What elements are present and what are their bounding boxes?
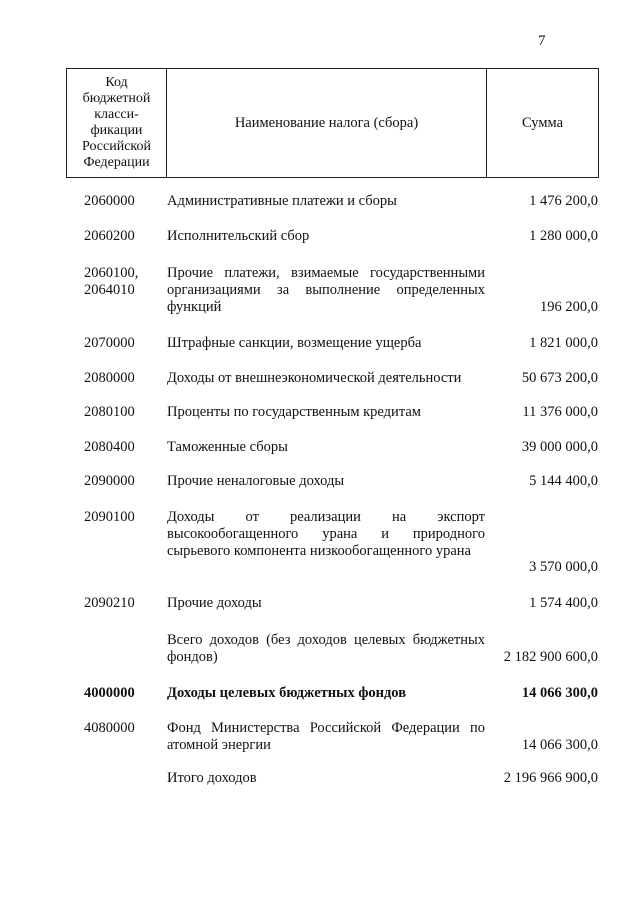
row-amount: 2 182 900 600,0 xyxy=(503,649,598,665)
row-amount: 196 200,0 xyxy=(540,299,598,315)
row-name: Фонд Министерства Российской Федерации по атомной энергии xyxy=(167,720,485,753)
row-code: 2090100 xyxy=(84,509,135,525)
row-code: 2060100, 2064010 xyxy=(84,265,139,298)
row-amount: 1 821 000,0 xyxy=(529,335,598,351)
row-amount: 3 570 000,0 xyxy=(529,559,598,575)
row-name: Исполнительский сбор xyxy=(167,228,310,244)
header-code: Код бюджетной класси- фикации Российской Федерации xyxy=(67,69,167,177)
row-amount: 1 574 400,0 xyxy=(529,595,598,611)
table-header xyxy=(66,68,599,178)
row-code: 2090210 xyxy=(84,595,135,611)
header-name: Наименование налога (сбора) xyxy=(167,69,487,177)
row-code: 2090000 xyxy=(84,473,135,489)
page-number: 7 xyxy=(538,33,546,49)
row-amount: 11 376 000,0 xyxy=(522,404,598,420)
row-name: Итого доходов xyxy=(167,770,257,786)
row-code: 2070000 xyxy=(84,335,135,351)
row-code: 4080000 xyxy=(84,720,135,736)
row-name: Доходы от реализации на экспорт высокообогащенного урана и природного сырьевого компонента низкообогащенного урана xyxy=(167,509,485,559)
row-amount: 1 476 200,0 xyxy=(529,193,598,209)
row-name: Всего доходов (без доходов целевых бюджетных фондов) xyxy=(167,632,485,665)
row-code: 4000000 xyxy=(84,685,135,701)
row-amount: 1 280 000,0 xyxy=(529,228,598,244)
row-amount: 5 144 400,0 xyxy=(529,473,598,489)
row-name: Проценты по государственным кредитам xyxy=(167,404,421,420)
row-code: 2080000 xyxy=(84,370,135,386)
row-code: 2060200 xyxy=(84,228,135,244)
row-amount: 2 196 966 900,0 xyxy=(503,770,598,786)
row-name: Прочие платежи, взимаемые государственными организациями за выполнение определенных функций xyxy=(167,265,485,315)
row-name: Прочие неналоговые доходы xyxy=(167,473,345,489)
row-amount: 50 673 200,0 xyxy=(521,370,598,386)
header-amount: Сумма xyxy=(521,114,564,131)
row-code: 2080400 xyxy=(84,439,135,455)
row-name: Прочие доходы xyxy=(167,595,262,611)
row-name: Доходы от внешнеэкономической деятельности xyxy=(167,370,462,386)
row-amount: 14 066 300,0 xyxy=(521,685,598,701)
row-name: Таможенные сборы xyxy=(167,439,288,455)
row-code: 2060000 xyxy=(84,193,135,209)
row-amount: 14 066 300,0 xyxy=(521,737,598,753)
row-code: 2080100 xyxy=(84,404,135,420)
row-name: Административные платежи и сборы xyxy=(167,193,397,209)
row-name: Доходы целевых бюджетных фондов xyxy=(167,685,407,701)
row-amount: 39 000 000,0 xyxy=(521,439,598,455)
row-name: Штрафные санкции, возмещение ущерба xyxy=(167,335,422,351)
